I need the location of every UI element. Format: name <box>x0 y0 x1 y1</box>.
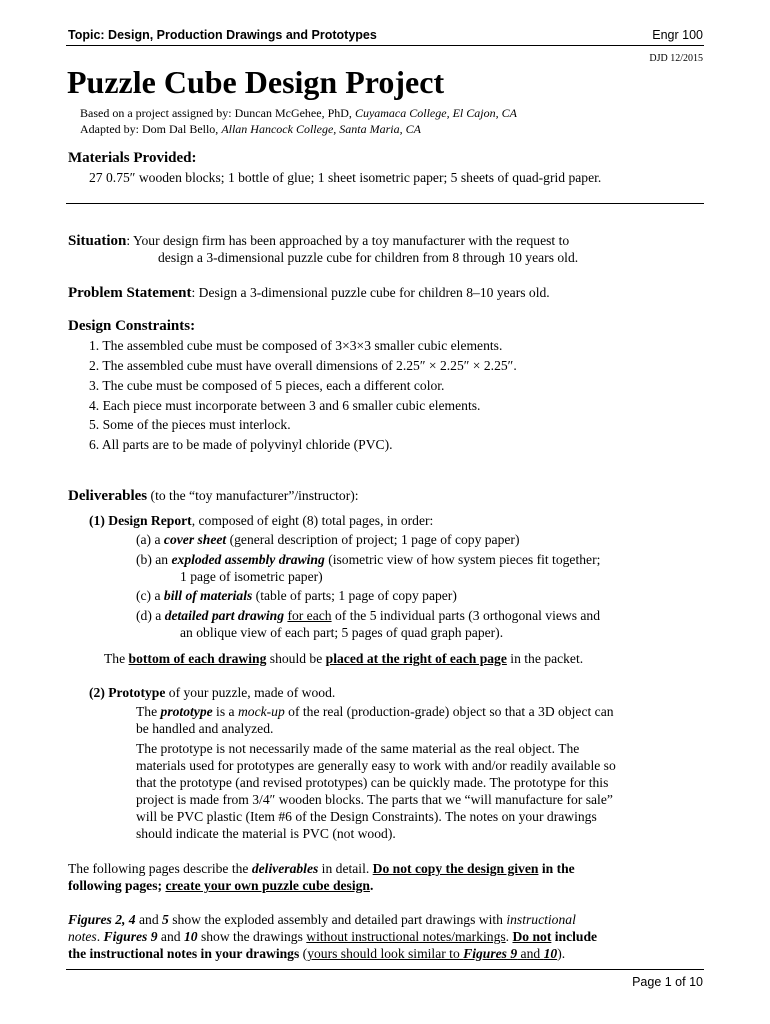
footer-rule <box>66 969 704 970</box>
header-topic: Topic: Design, Production Drawings and Prototypes <box>68 28 377 42</box>
figures-line-2: notes. Figures 9 and 10 show the drawings without instructional notes/markings. Do not include <box>68 929 598 944</box>
constraint-item: 2. The assembled cube must have overall dimensions of 2.25″ × 2.25″ × 2.25″. <box>89 358 517 373</box>
materials-heading: Materials Provided: <box>68 150 197 166</box>
report-item-c: (c) a bill of materials (table of parts; 1 page of copy paper) <box>136 588 457 603</box>
header-rule <box>66 45 704 46</box>
prototype-p2-line: materials used for prototypes are generally easy to work with and/or readily available so <box>136 758 616 773</box>
situation-line-1: Situation: Your design firm has been approached by a toy manufacturer with the request to <box>68 233 570 249</box>
problem-statement: Problem Statement: Design a 3-dimensional puzzle cube for children 8–10 years old. <box>68 285 550 301</box>
report-item-b-cont: 1 page of isometric paper) <box>180 569 323 584</box>
prototype-p2-line: will be PVC plastic (Item #6 of the Design Constraints). The notes on your drawings <box>136 809 597 824</box>
credit-line-2: Adapted by: Dom Dal Bello, Allan Hancock College, Santa Maria, CA <box>80 122 421 136</box>
section-rule <box>66 203 704 204</box>
constraint-item: 1. The assembled cube must be composed of 3×3×3 smaller cubic elements. <box>89 338 503 353</box>
materials-text: 27 0.75″ wooden blocks; 1 bottle of glue; 1 sheet isometric paper; 5 sheets of quad-grid paper. <box>89 170 602 185</box>
following-line-2: following pages; create your own puzzle cube design. <box>68 878 374 893</box>
following-line-1: The following pages describe the deliverables in detail. Do not copy the design given in the <box>68 861 575 876</box>
figures-line-3: the instructional notes in your drawings (yours should look similar to Figures 9 and 10). <box>68 946 566 961</box>
design-report-heading: (1) Design Report, composed of eight (8) total pages, in order: <box>89 513 434 528</box>
figures-line-1: Figures 2, 4 and 5 show the exploded assembly and detailed part drawings with instructional <box>68 912 576 927</box>
situation-line-2: design a 3-dimensional puzzle cube for children from 8 through 10 years old. <box>158 250 579 265</box>
prototype-p2-line: should indicate the material is PVC (not wood). <box>136 826 396 841</box>
prototype-p2-line: project is made from 3/4″ wooden blocks. The parts that we “will manufacture for sale” <box>136 792 613 807</box>
deliverables-heading: Deliverables (to the “toy manufacturer”/instructor): <box>68 488 359 504</box>
report-item-d-cont: an oblique view of each part; 5 pages of quad graph paper). <box>180 625 504 640</box>
prototype-p1-cont: be handled and analyzed. <box>136 721 274 736</box>
header-course: Engr 100 <box>652 28 703 42</box>
prototype-p2-line: that the prototype (and revised prototypes) can be quickly made. The prototype for this <box>136 775 609 790</box>
report-item-d: (d) a detailed part drawing for each of the 5 individual parts (3 orthogonal views and <box>136 608 601 623</box>
constraint-item: 3. The cube must be composed of 5 pieces, each a different color. <box>89 378 445 393</box>
bottom-of-drawing-note: The bottom of each drawing should be placed at the right of each page in the packet. <box>104 651 584 666</box>
constraint-item: 4. Each piece must incorporate between 3 and 6 smaller cubic elements. <box>89 398 481 413</box>
prototype-heading: (2) Prototype of your puzzle, made of wood. <box>89 685 336 700</box>
constraint-item: 5. Some of the pieces must interlock. <box>89 417 291 432</box>
constraints-heading: Design Constraints: <box>68 318 196 334</box>
page-number: Page 1 of 10 <box>632 975 703 989</box>
prototype-p1: The prototype is a mock-up of the real (production-grade) object so that a 3D object can <box>136 704 614 719</box>
report-item-a: (a) a cover sheet (general description of project; 1 page of copy paper) <box>136 532 520 547</box>
prototype-p2-line: The prototype is not necessarily made of the same material as the real object. The <box>136 741 580 756</box>
credit-line-1: Based on a project assigned by: Duncan McGehee, PhD, Cuyamaca College, El Cajon, CA <box>80 106 517 120</box>
page-title: Puzzle Cube Design Project <box>67 64 445 100</box>
report-item-b: (b) an exploded assembly drawing (isometric view of how system pieces fit together; <box>136 552 601 567</box>
constraint-item: 6. All parts are to be made of polyvinyl chloride (PVC). <box>89 437 393 452</box>
header-date: DJD 12/2015 <box>649 53 703 64</box>
